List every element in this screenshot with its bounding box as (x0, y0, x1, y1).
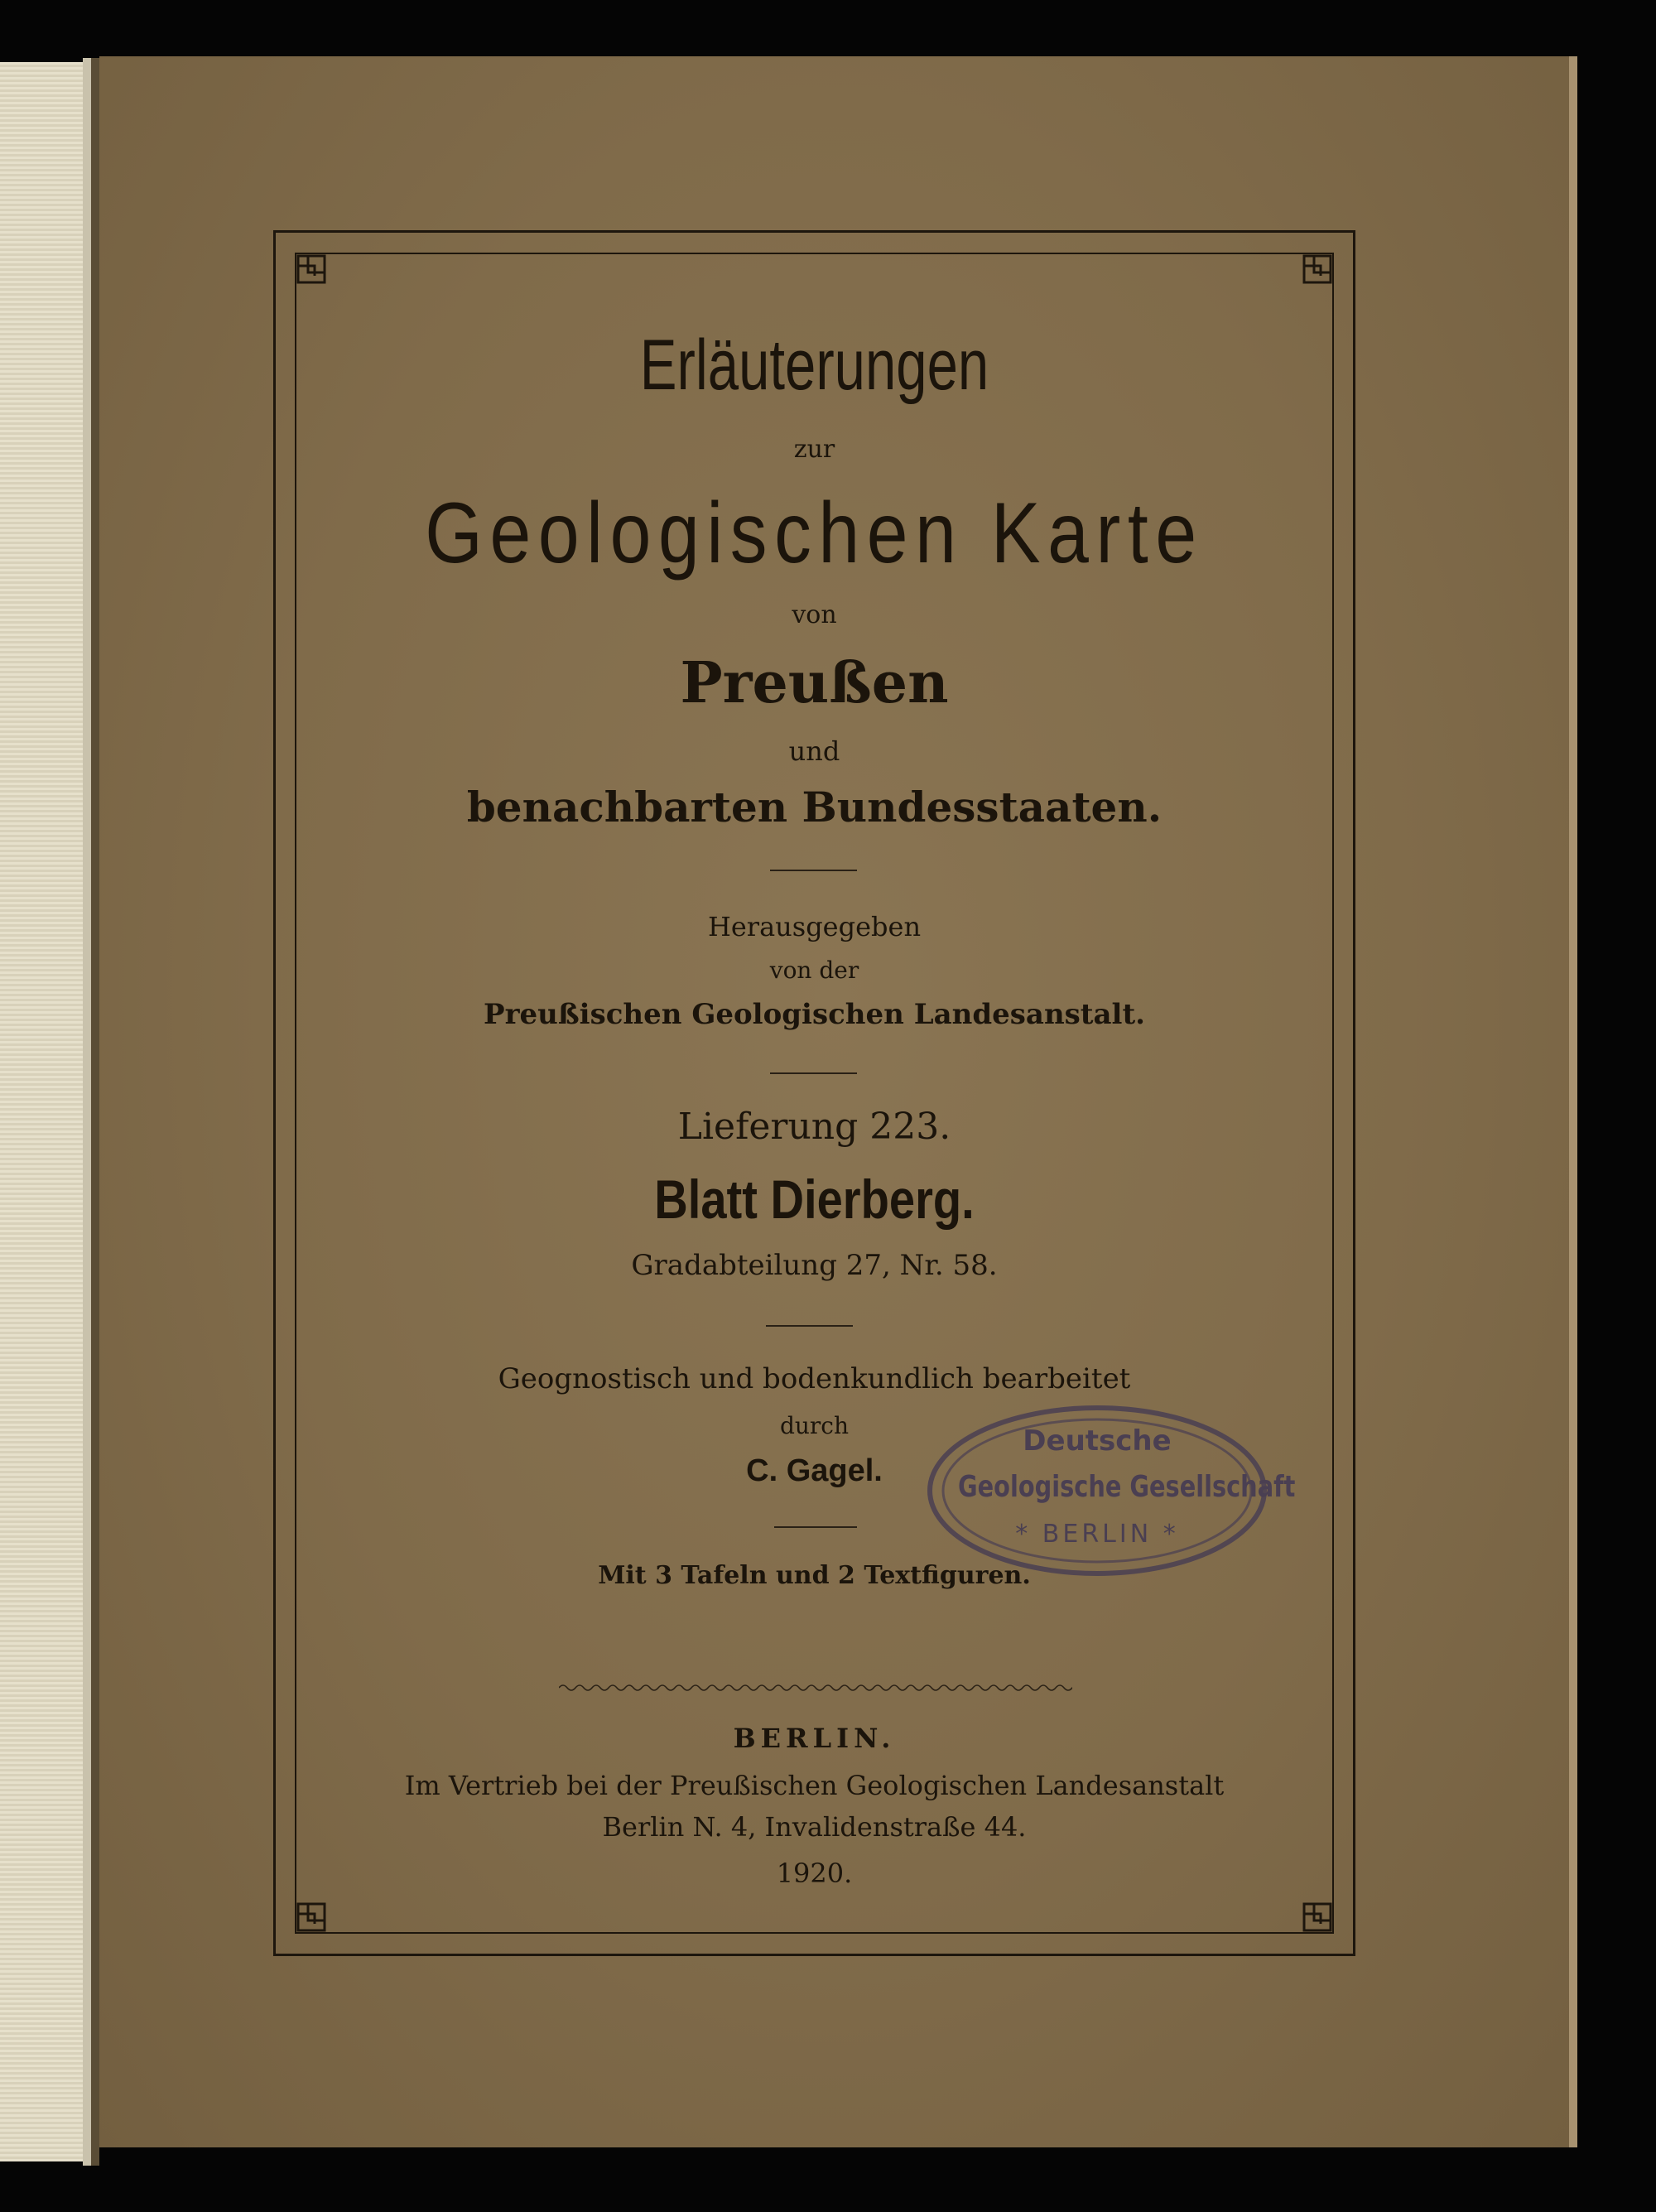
grid-reference: Gradabteilung 27, Nr. 58. (631, 1249, 998, 1282)
book-gutter (91, 58, 99, 2166)
region-name: benachbarten Bundesstaaten. (466, 783, 1163, 831)
line-zur: zur (793, 435, 835, 464)
book-spine-cloth (0, 62, 83, 2161)
plates-note: Mit 3 Tafeln und 2 Textfiguren. (598, 1561, 1031, 1590)
line-von: von (792, 600, 837, 629)
address: Berlin N. 4, Invalidenstraße 44. (602, 1811, 1027, 1843)
stamp-line-3: * BERLIN * (1015, 1520, 1179, 1549)
publication-year: 1920. (776, 1858, 853, 1889)
line-durch: durch (779, 1412, 850, 1439)
divider (766, 1325, 853, 1327)
corner-ornament-icon (1301, 253, 1334, 286)
library-stamp (923, 1400, 1296, 1582)
stamp-line-1: Deutsche (1023, 1424, 1172, 1458)
corner-ornament-icon (295, 1901, 328, 1934)
editor-von-der: von der (769, 957, 859, 984)
state-name: Preußen (680, 650, 949, 716)
wavy-divider (559, 1681, 1072, 1694)
title: Erläuterungen (639, 325, 989, 405)
line-und: und (788, 735, 840, 767)
divider (774, 1526, 857, 1528)
work-description: Geognostisch und bodenkundlich bearbeitet (498, 1362, 1131, 1395)
delivery-number: Lieferung 223. (677, 1106, 951, 1148)
editor-name: Preußischen Geologischen Landesanstalt. (484, 998, 1145, 1031)
divider (770, 870, 857, 871)
divider (770, 1072, 857, 1074)
map-title: Geologischen Karte (425, 485, 1204, 581)
stamp-line-2: Geologische Gesellschaft (958, 1470, 1296, 1504)
editor-intro: Herausgegeben (707, 911, 922, 942)
sheet-name: Blatt Dierberg. (654, 1169, 975, 1230)
distributor: Im Vertrieb bei der Preußischen Geologischen Landesanstalt (404, 1770, 1225, 1801)
publication-city: BERLIN. (733, 1723, 896, 1754)
page-edge (1569, 56, 1577, 2147)
corner-ornament-icon (1301, 1901, 1334, 1934)
corner-ornament-icon (295, 253, 328, 286)
book-spine-edge (83, 58, 91, 2166)
author-name: C. Gagel. (746, 1453, 883, 1488)
